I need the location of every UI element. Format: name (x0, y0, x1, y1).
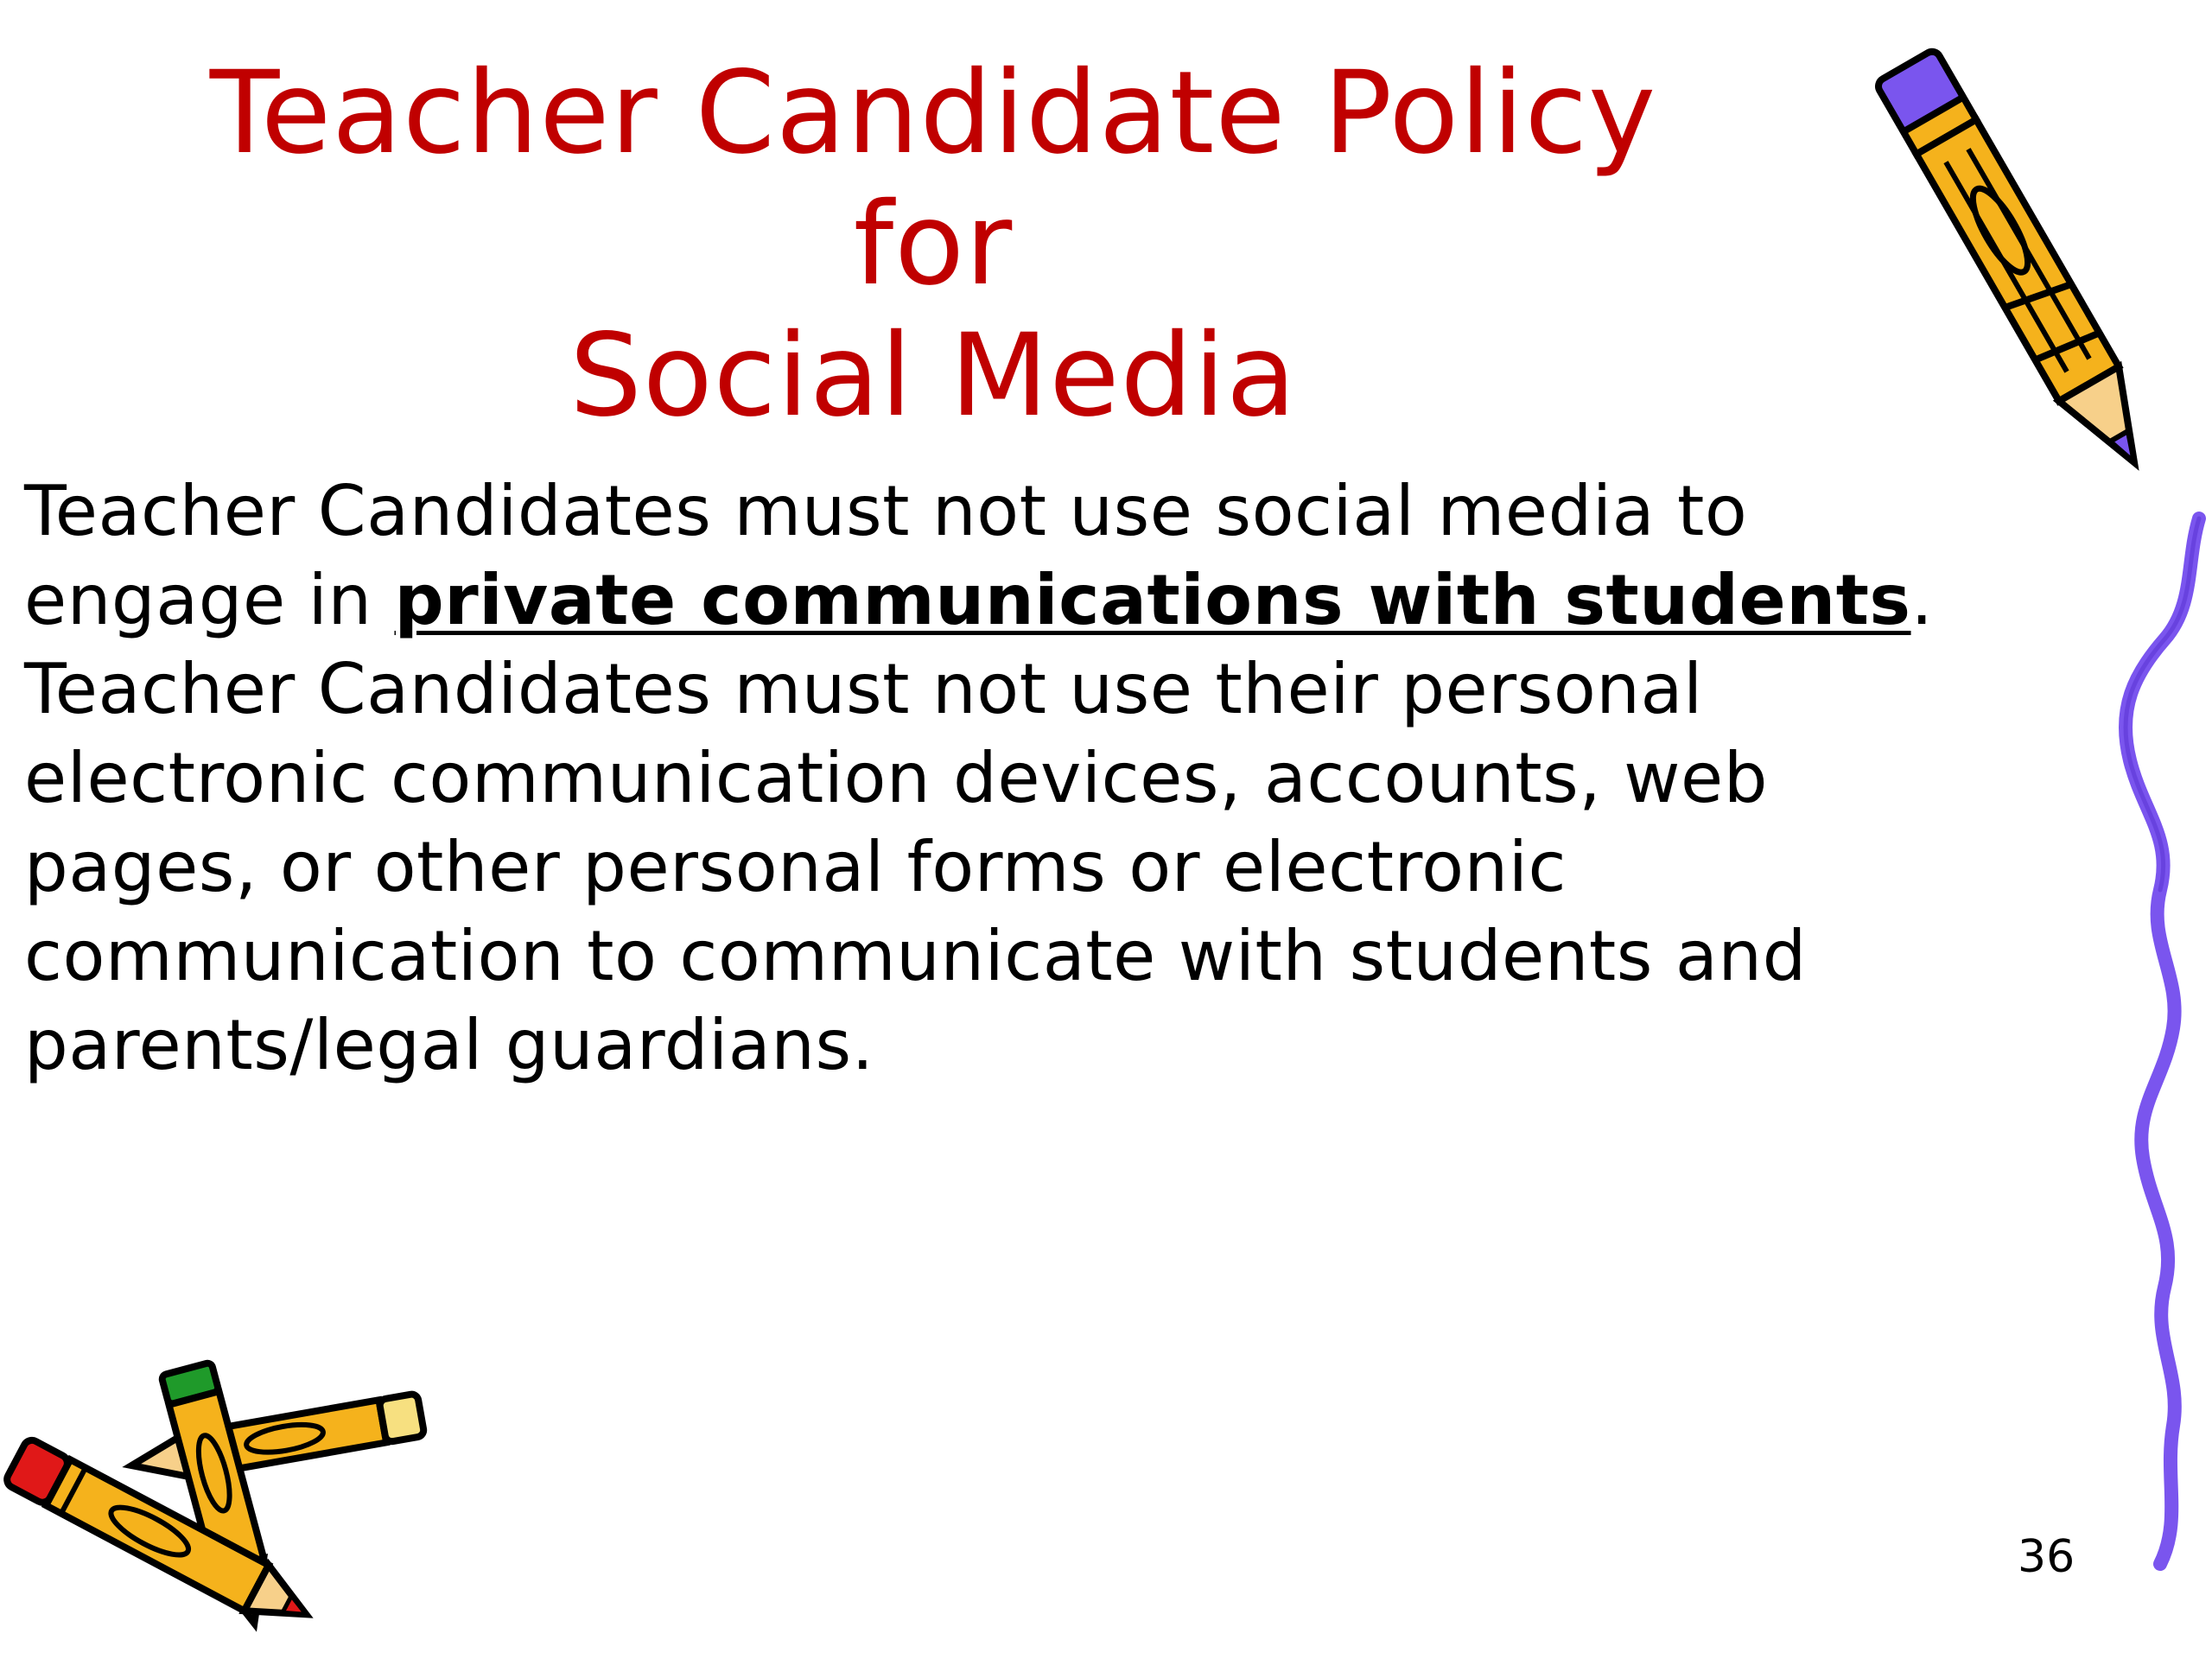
slide-title-line-2: Social Media (569, 309, 1297, 442)
body-text-emphasis: private communications with students (394, 560, 1911, 640)
squiggle-line (2100, 510, 2212, 1581)
slide-title-line-1: Teacher Candidate Policy for (209, 47, 1657, 311)
slide-body-text (24, 467, 2012, 1090)
page-number: 36 (2018, 1531, 2075, 1583)
slide-title (112, 48, 1754, 442)
body-text-part-2: . Teacher Candidates must not use their personal electronic communication devices, accounts, web pages, or other personal forms or electronic communication to communicate with students and parents/legal guardians. (24, 560, 1934, 1085)
pencil-icon (1866, 9, 2177, 527)
crossed-pencils-icon (0, 1339, 449, 1659)
body-text-part-1: Teacher Candidates must not use social media to engage in (24, 471, 1748, 640)
